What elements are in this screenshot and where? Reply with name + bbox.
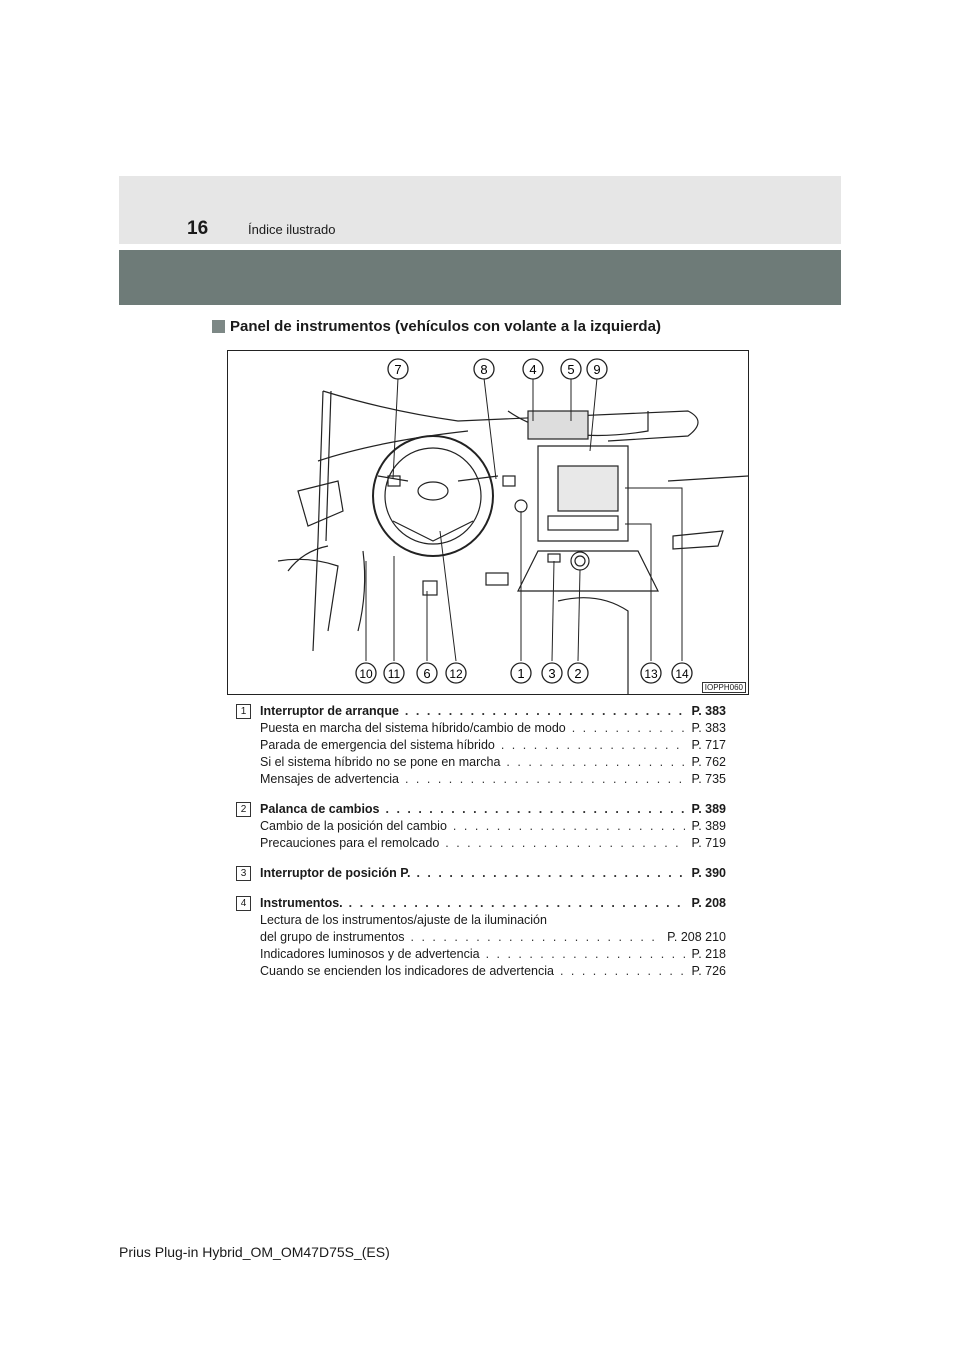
page-ref-link[interactable]: P. 383 — [691, 704, 726, 718]
callout-7 — [388, 359, 408, 379]
entry-sub-line — [260, 754, 726, 771]
callout-5 — [561, 359, 581, 379]
page-ref-link[interactable]: P. 726 — [691, 964, 726, 978]
entry-sub-label: Puesta en marcha del sistema híbrido/cambio de modo — [260, 721, 566, 735]
entry-main-line — [260, 703, 726, 720]
entry-sub-line — [260, 720, 726, 737]
section-title-text: Panel de instrumentos (vehículos con volante a la izquierda) — [230, 318, 661, 335]
callout-11-label: 11 — [387, 667, 401, 681]
page-ref-link[interactable]: P. 389 — [691, 819, 726, 833]
callout-2-label: 2 — [574, 666, 582, 681]
page-ref-link[interactable]: P. 383 — [691, 721, 726, 735]
callout-5-label: 5 — [567, 362, 575, 377]
entry-sub-label: del grupo de instrumentos — [260, 930, 405, 944]
entry-label: Interruptor de arranque — [260, 704, 399, 718]
page-ref-link[interactable]: P. 717 — [691, 738, 726, 752]
entry-number: 4 — [236, 896, 251, 911]
callout-9-label: 9 — [593, 362, 601, 377]
entry-4 — [236, 895, 726, 980]
entry-sub-label: Cambio de la posición del cambio — [260, 819, 447, 833]
callout-8 — [474, 359, 494, 379]
callout-3 — [542, 663, 562, 683]
entry-label: Instrumentos. — [260, 896, 343, 910]
callout-14 — [672, 663, 692, 683]
page-ref-link[interactable]: P. 719 — [691, 836, 726, 850]
entry-number: 3 — [236, 866, 251, 881]
entry-number: 2 — [236, 802, 251, 817]
header-title-band — [119, 250, 841, 305]
entry-sub-label: Indicadores luminosos y de advertencia — [260, 947, 480, 961]
callout-11 — [384, 663, 404, 683]
callout-13-label: 13 — [644, 667, 658, 681]
entry-1 — [236, 703, 726, 788]
dashboard-drawing — [228, 351, 748, 694]
callout-4 — [523, 359, 543, 379]
entry-sub-line — [260, 912, 726, 929]
entry-3 — [236, 865, 726, 882]
entry-sub-line — [260, 946, 726, 963]
entry-sub-line — [260, 818, 726, 835]
entry-main-line — [260, 895, 726, 912]
page-number: 16 — [187, 218, 209, 239]
callout-10 — [356, 663, 376, 683]
callout-4-label: 4 — [529, 362, 537, 377]
entry-sub-label: Si el sistema híbrido no se pone en marcha — [260, 755, 501, 769]
callout-14-label: 14 — [675, 667, 689, 681]
callout-2 — [568, 663, 588, 683]
entry-sub-label: Precauciones para el remolcado — [260, 836, 440, 850]
callout-13 — [641, 663, 661, 683]
callout-8-label: 8 — [480, 362, 488, 377]
entry-sub-label: Mensajes de advertencia — [260, 772, 399, 786]
footer-doc-id: Prius Plug-in Hybrid_OM_OM47D75S_(ES) — [119, 1244, 390, 1260]
dashboard-illustration — [227, 350, 749, 695]
page-ref-link[interactable]: P. 208 — [691, 896, 726, 910]
header-band — [119, 176, 841, 244]
page-ref-link[interactable]: P. 208 210 — [667, 930, 726, 944]
callout-1-label: 1 — [517, 666, 525, 681]
page-ref-link[interactable]: P. 389 — [691, 802, 726, 816]
section-marker-icon — [212, 320, 225, 333]
figure-code: IOPPH060 — [702, 682, 746, 693]
entry-label: Palanca de cambios — [260, 802, 380, 816]
entry-main-line — [260, 801, 726, 818]
callout-9 — [587, 359, 607, 379]
section-title — [212, 318, 661, 335]
entry-sub-label: Lectura de los instrumentos/ajuste de la iluminación — [260, 913, 547, 927]
callout-7-label: 7 — [394, 362, 402, 377]
entry-list — [236, 703, 726, 993]
callout-numbers — [356, 359, 692, 683]
entry-sub-line — [260, 835, 726, 852]
entry-sub-line — [260, 737, 726, 754]
callout-6 — [417, 663, 437, 683]
entry-number: 1 — [236, 704, 251, 719]
callout-12-label: 12 — [449, 667, 463, 681]
page-ref-link[interactable]: P. 390 — [691, 866, 726, 880]
entry-label: Interruptor de posición P. — [260, 866, 411, 880]
entry-sub-line — [260, 963, 726, 980]
entry-sub-label: Parada de emergencia del sistema híbrido — [260, 738, 495, 752]
page-ref-link[interactable]: P. 735 — [691, 772, 726, 786]
page-ref-link[interactable]: P. 218 — [691, 947, 726, 961]
callout-6-label: 6 — [423, 666, 431, 681]
callout-10-label: 10 — [359, 667, 373, 681]
entry-sub-label: Cuando se encienden los indicadores de advertencia — [260, 964, 554, 978]
entry-sub-line — [260, 771, 726, 788]
page-ref-link[interactable]: P. 762 — [691, 755, 726, 769]
entry-2 — [236, 801, 726, 852]
chapter-title: Índice ilustrado — [248, 222, 336, 237]
callout-3-label: 3 — [548, 666, 556, 681]
callout-12 — [446, 663, 466, 683]
entry-sub-line — [260, 929, 726, 946]
callout-1 — [511, 663, 531, 683]
entry-main-line — [260, 865, 726, 882]
